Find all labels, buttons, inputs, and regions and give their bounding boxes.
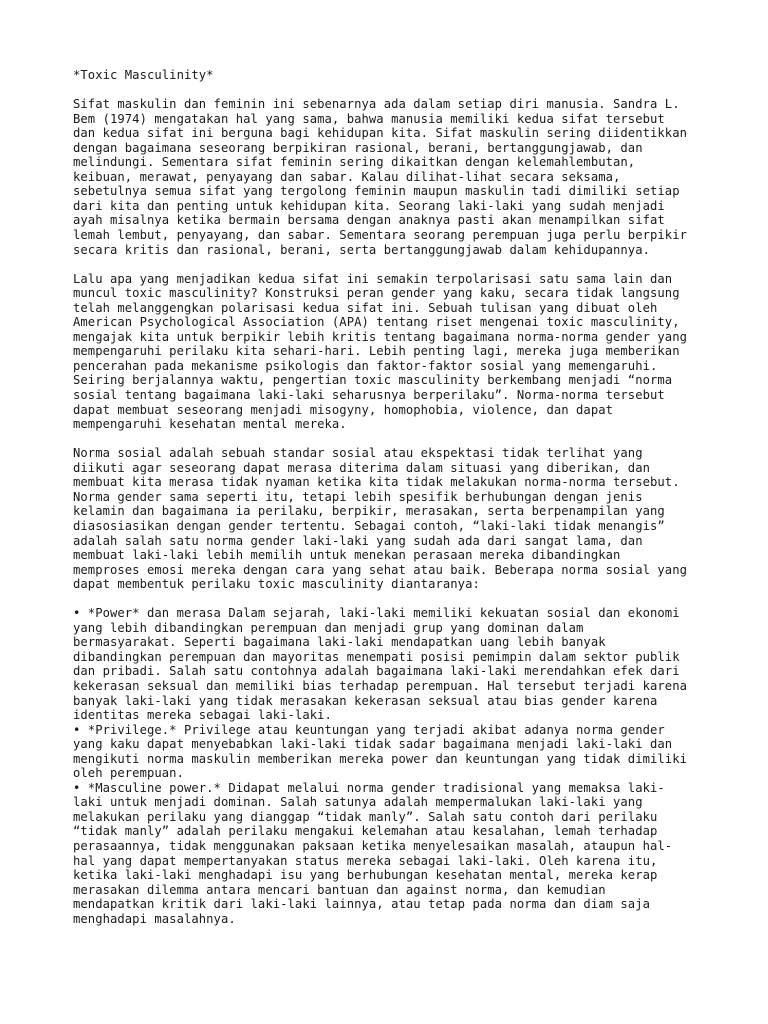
text-line: mendapatkan kritik dari laki-laki lainnya, atau tetap pada norma dan diam saja: [73, 897, 651, 912]
text-line: Sifat maskulin dan feminin ini sebenarnya ada dalam setiap diri manusia. Sandra L.: [73, 97, 680, 112]
text-line: dapat membuat seseorang menjadi misogyny, homophobia, violence, dan dapat: [73, 402, 614, 417]
text-line: diikuti agar seseorang dapat merasa diterima dalam situasi yang diberikan, dan: [73, 460, 651, 475]
text-line: kekerasan seksual dan memiliki bias terhadap perempuan. Hal tersebut terjadi karena: [73, 678, 687, 693]
text-line: telah melanggengkan polarisasi kedua sifat ini. Sebuah tulisan yang dibuat oleh: [73, 300, 658, 315]
text-line: laki untuk menjadi dominan. Salah satunya adalah mempermalukan laki-laki yang: [73, 795, 643, 810]
text-line: hal yang dapat mempertanyakan status mereka sebagai laki-laki. Oleh karena itu,: [73, 853, 658, 868]
text-line: dan kedua sifat ini berguna bagi kehidupan kita. Sifat maskulin sering diidentikkan: [73, 126, 687, 141]
text-line: banyak laki-laki yang tidak merasakan kekerasan seksual atau bias gender karena: [73, 693, 658, 708]
text-line: “tidak manly” adalah perilaku mengakui kelemahan atau kesalahan, lemah terhadap: [73, 824, 658, 839]
text-line: American Psychological Association (APA) tentang riset mengenai toxic masculinity,: [73, 315, 680, 330]
text-line: merasakan dilemma antara mencari bantuan dan against norma, dan kemudian: [73, 882, 606, 897]
text-line: Norma sosial adalah sebuah standar sosial atau ekspektasi tidak terlihat yang: [73, 446, 643, 461]
text-line: melakukan perilaku yang dianggap “tidak manly”. Salah satu contoh dari perilaku: [73, 809, 658, 824]
text-line: perasaannya, tidak menggunakan paksaan ketika menyelesaikan masalah, ataupun hal-: [73, 838, 673, 853]
text-line: diasosiasikan dengan gender tertentu. Sebagai contoh, “laki-laki tidak menangis”: [73, 518, 665, 533]
text-line: bermasyarakat. Seperti bagaimana laki-laki mendapatkan uang lebih banyak: [73, 635, 606, 650]
paragraph: [73, 272, 753, 432]
document-title-block: [73, 68, 753, 83]
document-body: [73, 68, 753, 941]
text-line: mengikuti norma maskulin memberikan mereka power dan keuntungan yang tidak dimiliki: [73, 751, 687, 766]
text-line: mengajak kita untuk berpikir lebih kritis tentang bagaimana norma-norma gender yang: [73, 329, 687, 344]
text-line: memproses emosi mereka dengan cara yang sehat atau baik. Beberapa norma sosial yang: [73, 562, 687, 577]
text-line: muncul toxic masculinity? Konstruksi peran gender yang kaku, secara tidak langsung: [73, 286, 680, 301]
text-line: dan pribadi. Salah satu contohnya adalah bagaimana laki-laki merendahkan efek dari: [73, 664, 680, 679]
text-line: sosial tentang bagaimana laki-laki seharusnya berperilaku”. Norma-norma tersebut: [73, 388, 665, 403]
text-line: mempengaruhi perilaku kita sehari-hari. Lebih penting lagi, mereka juga memberikan: [73, 344, 680, 359]
paragraph: [73, 606, 753, 926]
text-line: adalah salah satu norma gender laki-laki yang sudah ada dari sangat lama, dan: [73, 533, 643, 548]
text-line: • *Power* dan merasa Dalam sejarah, laki-laki memiliki kekuatan sosial dan ekonomi: [73, 606, 680, 621]
text-line: kelamin dan bagaimana ia perilaku, berpikir, merasakan, serta berpenampilan yang: [73, 504, 665, 519]
text-line: dengan bagaimana seseorang berpikiran rasional, berani, bertanggungjawab, dan: [73, 140, 643, 155]
paragraph: [73, 446, 753, 591]
text-line: yang kaku dapat menyebabkan laki-laki tidak sadar bagaimana menjadi laki-laki dan: [73, 737, 673, 752]
text-line: • *Privilege.* Privilege atau keuntungan yang terjadi akibat adanya norma gender: [73, 722, 665, 737]
text-line: identitas mereka sebagai laki-laki.: [73, 708, 332, 723]
text-line: oleh perempuan.: [73, 766, 184, 781]
text-line: mempengaruhi kesehatan mental mereka.: [73, 417, 347, 432]
text-line: Bem (1974) mengatakan hal yang sama, bahwa manusia memiliki kedua sifat tersebut: [73, 111, 665, 126]
document-title: *Toxic Masculinity*: [73, 68, 214, 82]
text-line: sebetulnya semua sifat yang tergolong feminin maupun maskulin tadi dimiliki setiap: [73, 184, 680, 199]
text-line: membuat kita merasa tidak nyaman ketika kita tidak melakukan norma-norma tersebut.: [73, 475, 680, 490]
text-line: dari kita dan penting untuk kehidupan kita. Seorang laki-laki yang sudah menjadi: [73, 198, 665, 213]
paragraph: [73, 97, 753, 257]
text-line: keibuan, merawat, penyayang dan sabar. Kalau dilihat-lihat secara seksama,: [73, 169, 621, 184]
text-line: lemah lembut, penyayang, dan sabar. Sementara seorang perempuan juga perlu berpikir: [73, 228, 687, 243]
text-line: yang lebih dibandingkan perempuan dan menjadi grup yang dominan dalam: [73, 620, 584, 635]
text-line: pencerahan pada mekanisme psikologis dan faktor-faktor sosial yang memengaruhi.: [73, 358, 658, 373]
text-line: dapat membentuk perilaku toxic masculinity diantaranya:: [73, 577, 480, 592]
text-line: • *Masculine power.* Didapat melalui norma gender tradisional yang memaksa laki-: [73, 780, 665, 795]
text-line: ketika laki-laki menghadapi isu yang berhubungan kesehatan mental, mereka kerap: [73, 868, 658, 883]
text-line: dibandingkan perempuan dan mayoritas menempati posisi pemimpin dalam sektor publik: [73, 649, 680, 664]
text-line: menghadapi masalahnya.: [73, 911, 236, 926]
text-line: Lalu apa yang menjadikan kedua sifat ini semakin terpolarisasi satu sama lain dan: [73, 271, 673, 286]
paragraphs: [73, 97, 753, 926]
text-line: secara kritis dan rasional, berani, serta bertanggungjawab dalam kehidupannya.: [73, 242, 651, 257]
text-line: Norma gender sama seperti itu, tetapi lebih spesifik berhubungan dengan jenis: [73, 489, 643, 504]
text-line: membuat laki-laki lebih memilih untuk menekan perasaan mereka dibandingkan: [73, 548, 621, 563]
text-line: ayah misalnya ketika bermain bersama dengan anaknya pasti akan menampilkan sifat: [73, 213, 665, 228]
text-line: melindungi. Sementara sifat feminin sering dikaitkan dengan kelemahlembutan,: [73, 155, 636, 170]
text-line: Seiring berjalannya waktu, pengertian toxic masculinity berkembang menjadi “norma: [73, 373, 673, 388]
